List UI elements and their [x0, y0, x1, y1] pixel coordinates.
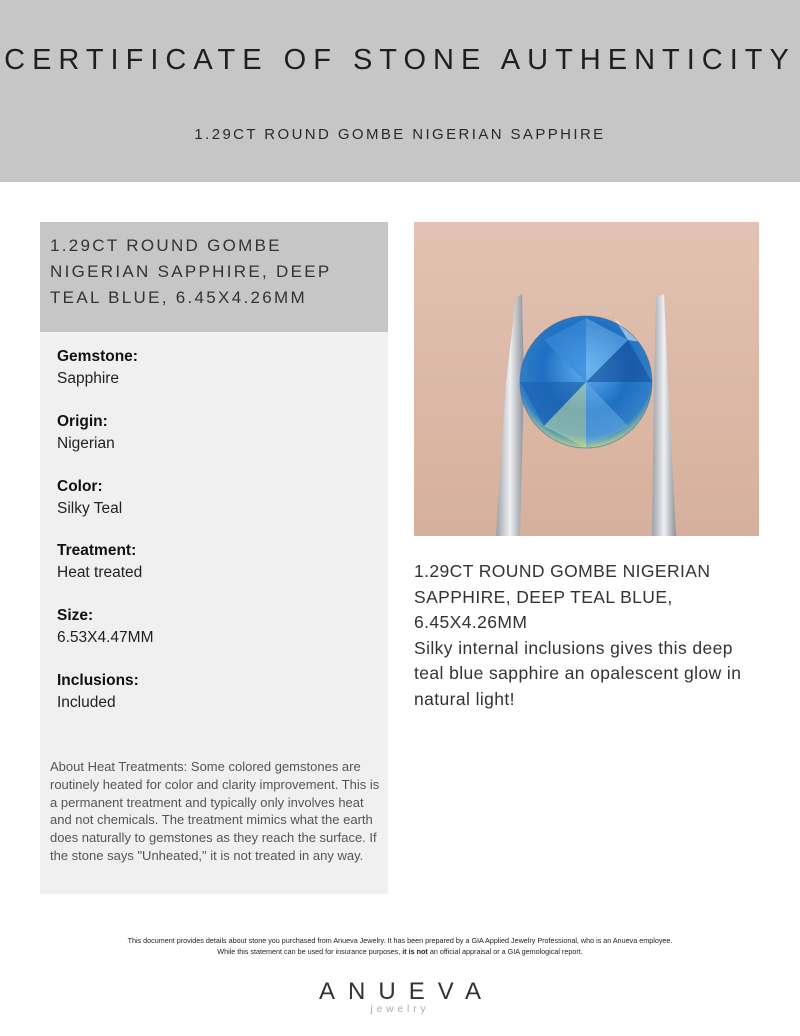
spec-origin: [57, 411, 115, 455]
spec-value: Nigerian: [57, 435, 115, 452]
certificate-title: CERTIFICATE OF STONE AUTHENTICITY: [4, 44, 796, 76]
spec-value: Included: [57, 694, 116, 711]
spec-size: [57, 605, 154, 649]
spec-label: Origin:: [57, 413, 108, 430]
disclaimer-line-2: [40, 947, 760, 958]
logo-brand: ANUEVA: [319, 978, 494, 1005]
spec-label: Color:: [57, 478, 103, 495]
stone-description-name: 1.29CT ROUND GOMBE NIGERIAN SAPPHIRE, DEEP TEAL BLUE, 6.45X4.26MM: [414, 561, 711, 632]
stone-description-text: Silky internal inclusions gives this deep teal blue sapphire an opalescent glow in natural light!: [414, 637, 742, 709]
sapphire-photo: [414, 222, 759, 536]
stone-description: [414, 559, 759, 712]
certificate-subtitle: 1.29CT ROUND GOMBE NIGERIAN SAPPHIRE: [194, 126, 606, 143]
spec-value: Silky Teal: [57, 500, 123, 517]
spec-color: [57, 476, 122, 520]
spec-value: 6.53X4.47MM: [57, 629, 154, 646]
spec-label: Size:: [57, 607, 94, 624]
disclaimer-line-1: This document provides details about stone you purchased from Anueva Jewelry. It has been prepared by a GIA Applied Jewelry Professional, who is an Anueva employee.: [127, 936, 673, 945]
disclaimer: [40, 936, 760, 957]
stone-details-panel: [40, 222, 388, 894]
spec-inclusions: [57, 670, 139, 714]
spec-label: Gemstone:: [57, 348, 138, 365]
spec-value: Sapphire: [57, 370, 120, 387]
stone-details-title: 1.29CT ROUND GOMBE NIGERIAN SAPPHIRE, DEEP TEAL BLUE, 6.45X4.26MM: [40, 222, 388, 332]
certificate-header: [0, 0, 800, 182]
logo-subtitle: jewelry: [370, 1004, 430, 1015]
disclaimer-line-2-end: an official appraisal or a GIA gemological report.: [427, 946, 583, 956]
spec-value: Heat treated: [57, 564, 143, 581]
disclaimer-emphasis: it is not: [402, 946, 428, 956]
spec-treatment: [57, 540, 142, 584]
spec-label: Treatment:: [57, 542, 137, 559]
spec-gemstone: [57, 346, 138, 390]
spec-label: Inclusions:: [57, 672, 139, 689]
heat-treatment-note: About Heat Treatments: Some colored gemstones are routinely heated for color and clarity improvement. This is a permanent treatment and typically only involves heat and not chemicals. The treatment mimics what the earth does naturally to gemstones as they reach the surface. If the stone says "Unheated," it is not treated in any way.: [50, 759, 380, 863]
disclaimer-line-2-start: While this statement can be used for insurance purposes,: [217, 946, 403, 956]
anueva-logo: [0, 978, 800, 1015]
